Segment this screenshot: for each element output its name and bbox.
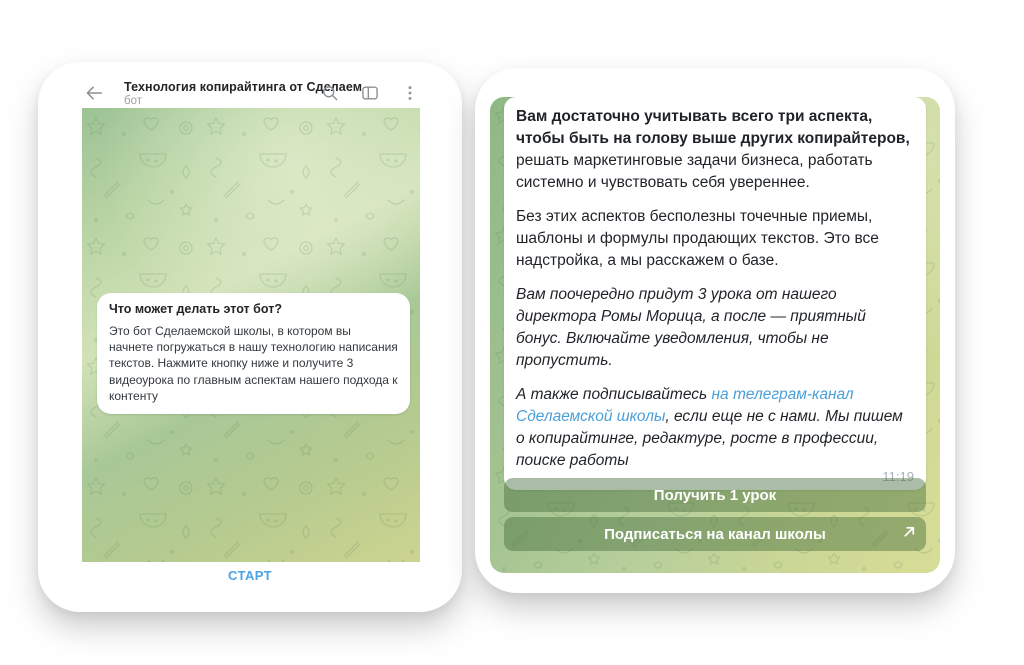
subscribe-channel-button[interactable] — [504, 517, 926, 551]
lesson-message-bubble — [504, 97, 926, 490]
chat-header — [82, 74, 422, 112]
paragraph-1-bold: Вам достаточно учитывать всего три аспекта, чтобы быть на голову выше других копирайтеров, — [516, 108, 910, 147]
message-paragraph-2: Без этих аспектов бесполезны точечные приемы, шаблоны и формулы продающих текстов. Это все надстройка, а мы расскажем о базе. — [516, 208, 879, 269]
chat-title: Технология копирайтинга от Сделаем — [124, 79, 363, 94]
chat-background — [82, 108, 420, 562]
message-paragraph-3: Вам поочередно придут 3 урока от нашего директора Ромы Морица, а после — приятный бонус. Включайте уведомления, чтобы не пропустить. — [516, 286, 866, 369]
message-paragraph-4 — [516, 384, 914, 472]
get-lesson-button[interactable] — [504, 478, 926, 512]
header-actions — [318, 81, 422, 105]
back-arrow-icon[interactable] — [82, 81, 106, 105]
paragraph-1-rest: решать маркетинговые задачи бизнеса, работать системно и чувствовать себя увереннее. — [516, 152, 873, 191]
message-timestamp: 11:19 — [882, 469, 914, 484]
bubble-body: Это бот Сделаемской школы, в котором вы начнете погружаться в нашу технологию написания текстов. Нажмите кнопку ниже и получите 3 видеоурока по главным аспектам нашего подхода к контенту — [109, 324, 398, 403]
external-link-arrow-icon — [902, 524, 917, 539]
message-paragraph-1 — [516, 106, 914, 194]
channel-link[interactable]: на телеграм-канал Сделаемской школы — [516, 386, 854, 425]
chat-subtitle: бот — [124, 94, 142, 107]
bubble-title: Что может делать этот бот? — [109, 302, 282, 316]
message-background — [490, 97, 940, 573]
paragraph-4-start: А также подписывайтесь — [516, 386, 712, 403]
bot-intro-bubble — [97, 293, 410, 414]
search-icon[interactable] — [318, 81, 342, 105]
left-phone-frame — [38, 62, 462, 612]
right-phone-frame — [475, 68, 955, 593]
start-button[interactable]: СТАРТ — [227, 568, 272, 583]
kebab-menu-icon[interactable] — [398, 81, 422, 105]
chat-header-titles — [124, 79, 363, 107]
paragraph-4-rest: , если еще не с нами. Мы пишем о копирайтинге, редактуре, росте в профессии, поиске работы — [516, 408, 903, 469]
panels-icon[interactable] — [358, 81, 382, 105]
subscribe-channel-button-label: Подписаться на канал школы — [604, 525, 826, 543]
get-lesson-button-label: Получить 1 урок — [653, 486, 777, 504]
